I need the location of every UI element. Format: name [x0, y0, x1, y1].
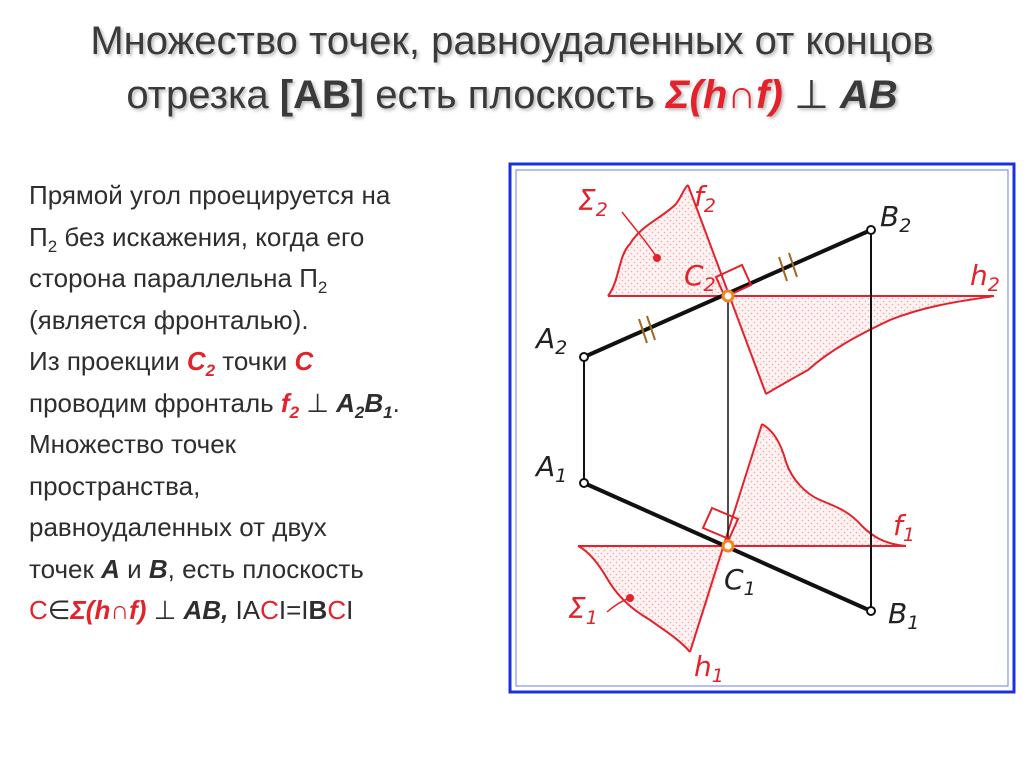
text-l11-eq3: I — [346, 595, 354, 625]
label-sigma1: $\Sigma_1$ — [568, 592, 598, 629]
text-l11-bc-b: B — [308, 595, 328, 625]
text-l6-a2sub: 2 — [354, 402, 365, 422]
text-l10-b: и — [119, 553, 149, 584]
text-l11-bc-c: C — [327, 595, 347, 625]
title-line-1-text: Множество точек, равноудаленных от концов — [90, 19, 934, 63]
label-a2: $A_2$ — [536, 322, 568, 359]
label-a1: $A_1$ — [536, 450, 568, 487]
text-l5-a: Из проекции — [29, 346, 187, 376]
label-sigma2: $\Sigma_2$ — [578, 184, 608, 221]
text-l11-c: C — [29, 595, 48, 625]
text-l6-f: f — [280, 387, 290, 418]
title-ab: AB — [839, 73, 898, 117]
title-segment-ab: [AB] — [279, 73, 365, 117]
text-l10-c: , есть плоскость — [167, 553, 364, 584]
text-l3-a: сторона параллельна П — [29, 263, 318, 293]
point-c2 — [723, 291, 733, 301]
text-l6-fsub: 2 — [289, 402, 300, 422]
text-l11-ab: AB, — [183, 595, 229, 625]
label-c2: $C_2$ — [684, 259, 716, 296]
text-l6-end: . — [392, 387, 400, 418]
text-l4: (является фронталью). — [29, 304, 309, 335]
text-l6-a2: A — [336, 387, 355, 418]
text-l11-ac-a: A — [242, 595, 261, 625]
text-l1: Прямой угол проецируется на — [29, 180, 391, 210]
title-plane-sigma: Σ(h∩f) — [665, 73, 783, 117]
label-f1: $f_1$ — [893, 509, 915, 546]
text-l6-a: проводим фронталь — [29, 387, 281, 418]
label-h1: $h_1$ — [694, 650, 724, 687]
label-h2: $h_2$ — [970, 259, 1000, 296]
text-l5-c2: C — [294, 346, 314, 376]
title-perp-symbol: ⊥ — [782, 73, 840, 117]
text-l2-sub: 2 — [47, 236, 58, 256]
title-line-2-b: есть плоскость — [364, 73, 666, 117]
text-l10-A: A — [101, 553, 120, 584]
text-l5-b: точки — [215, 346, 295, 376]
point-c1 — [723, 541, 733, 551]
point-a2 — [580, 353, 588, 361]
text-l10-B: B — [148, 553, 168, 584]
text-l2-a: П — [29, 221, 48, 252]
text-l11-eq1: I — [228, 595, 243, 625]
title-line-2-a: отрезка — [126, 73, 280, 117]
point-b1 — [867, 607, 875, 615]
text-l11-ac-c: C — [260, 595, 279, 625]
text-l11-perp: ⊥ — [146, 595, 184, 625]
text-l11-eq2: I=I — [278, 595, 309, 625]
text-l7: Множество точек — [29, 429, 237, 459]
point-b2 — [867, 226, 875, 234]
point-a1 — [580, 479, 588, 487]
label-c1: $C_1$ — [724, 563, 756, 600]
text-l5-c: C — [186, 346, 206, 376]
text-l2-b: без искажения, когда его — [57, 221, 365, 252]
text-l6-b1sub: 1 — [383, 402, 393, 422]
text-l11-sigma: Σ(h∩f) — [70, 595, 147, 625]
text-l10-a: точек — [29, 553, 102, 584]
label-b2: $B_2$ — [880, 200, 912, 237]
text-l8: пространства, — [29, 470, 201, 501]
text-l6-b1: B — [364, 387, 384, 418]
text-l11-in: ∈ — [47, 595, 71, 625]
text-l9: равноудаленных от двух — [29, 512, 327, 542]
text-l6-perp: ⊥ — [299, 387, 337, 418]
label-b1: $B_1$ — [888, 597, 920, 634]
text-l3-sub: 2 — [317, 278, 328, 298]
label-f2: $f_2$ — [694, 180, 716, 217]
text-l5-csub: 2 — [205, 361, 216, 381]
